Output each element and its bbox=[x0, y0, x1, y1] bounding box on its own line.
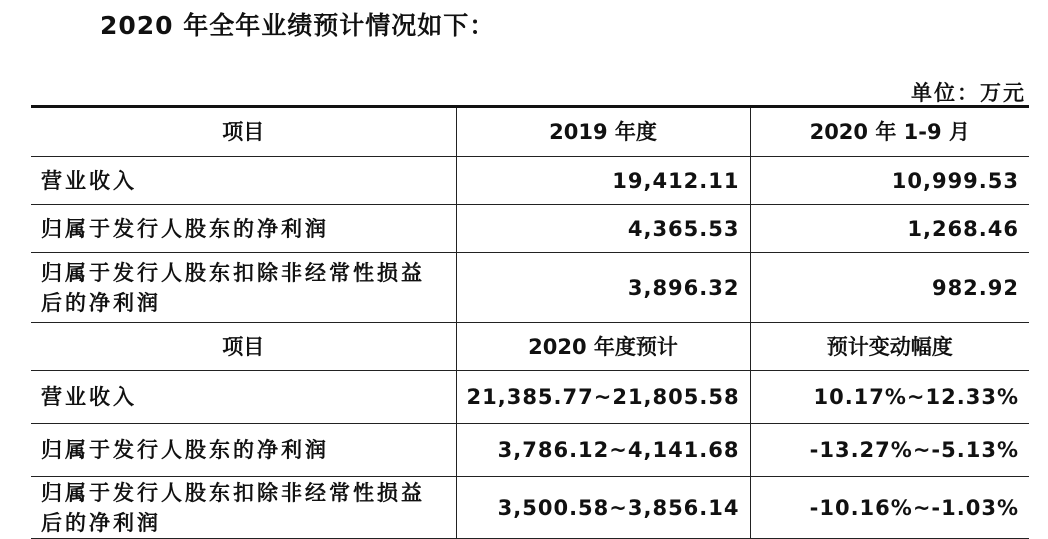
row-label: 归属于发行人股东扣除非经常性损益后的净利润 bbox=[31, 253, 456, 323]
row-label: 归属于发行人股东的净利润 bbox=[31, 205, 456, 253]
table-row bbox=[31, 205, 1029, 253]
value-cell: 10.17%~12.33% bbox=[750, 371, 1029, 424]
header-cell-item: 项目 bbox=[31, 107, 456, 157]
page-title: 2020 年全年业绩预计情况如下： bbox=[100, 11, 496, 40]
value-cell: 19,412.11 bbox=[456, 157, 750, 205]
value-cell: 21,385.77~21,805.58 bbox=[456, 371, 750, 424]
header-cell-change-range: 预计变动幅度 bbox=[750, 323, 1029, 371]
table-row bbox=[31, 371, 1029, 424]
header-cell-2020-q1-q3: 2020 年 1-9 月 bbox=[750, 107, 1029, 157]
header-cell-item: 项目 bbox=[31, 323, 456, 371]
table-row bbox=[31, 253, 1029, 323]
table-row bbox=[31, 424, 1029, 477]
row-label: 归属于发行人股东的净利润 bbox=[31, 424, 456, 477]
table-row bbox=[31, 477, 1029, 539]
value-cell: 3,786.12~4,141.68 bbox=[456, 424, 750, 477]
header-cell-2020-forecast: 2020 年度预计 bbox=[456, 323, 750, 371]
value-cell: 4,365.53 bbox=[456, 205, 750, 253]
value-cell: 3,500.58~3,856.14 bbox=[456, 477, 750, 539]
value-cell: -13.27%~-5.13% bbox=[750, 424, 1029, 477]
header-cell-2019: 2019 年度 bbox=[456, 107, 750, 157]
value-cell: 1,268.46 bbox=[750, 205, 1029, 253]
unit-label: 单位：万元 bbox=[911, 81, 1026, 105]
row-label: 营业收入 bbox=[31, 371, 456, 424]
table-header-row bbox=[31, 107, 1029, 157]
value-cell: 3,896.32 bbox=[456, 253, 750, 323]
performance-forecast-table bbox=[31, 105, 1029, 539]
value-cell: -10.16%~-1.03% bbox=[750, 477, 1029, 539]
row-label: 归属于发行人股东扣除非经常性损益后的净利润 bbox=[31, 477, 456, 539]
value-cell: 10,999.53 bbox=[750, 157, 1029, 205]
row-label: 营业收入 bbox=[31, 157, 456, 205]
value-cell: 982.92 bbox=[750, 253, 1029, 323]
table-header-row bbox=[31, 323, 1029, 371]
table-row bbox=[31, 157, 1029, 205]
